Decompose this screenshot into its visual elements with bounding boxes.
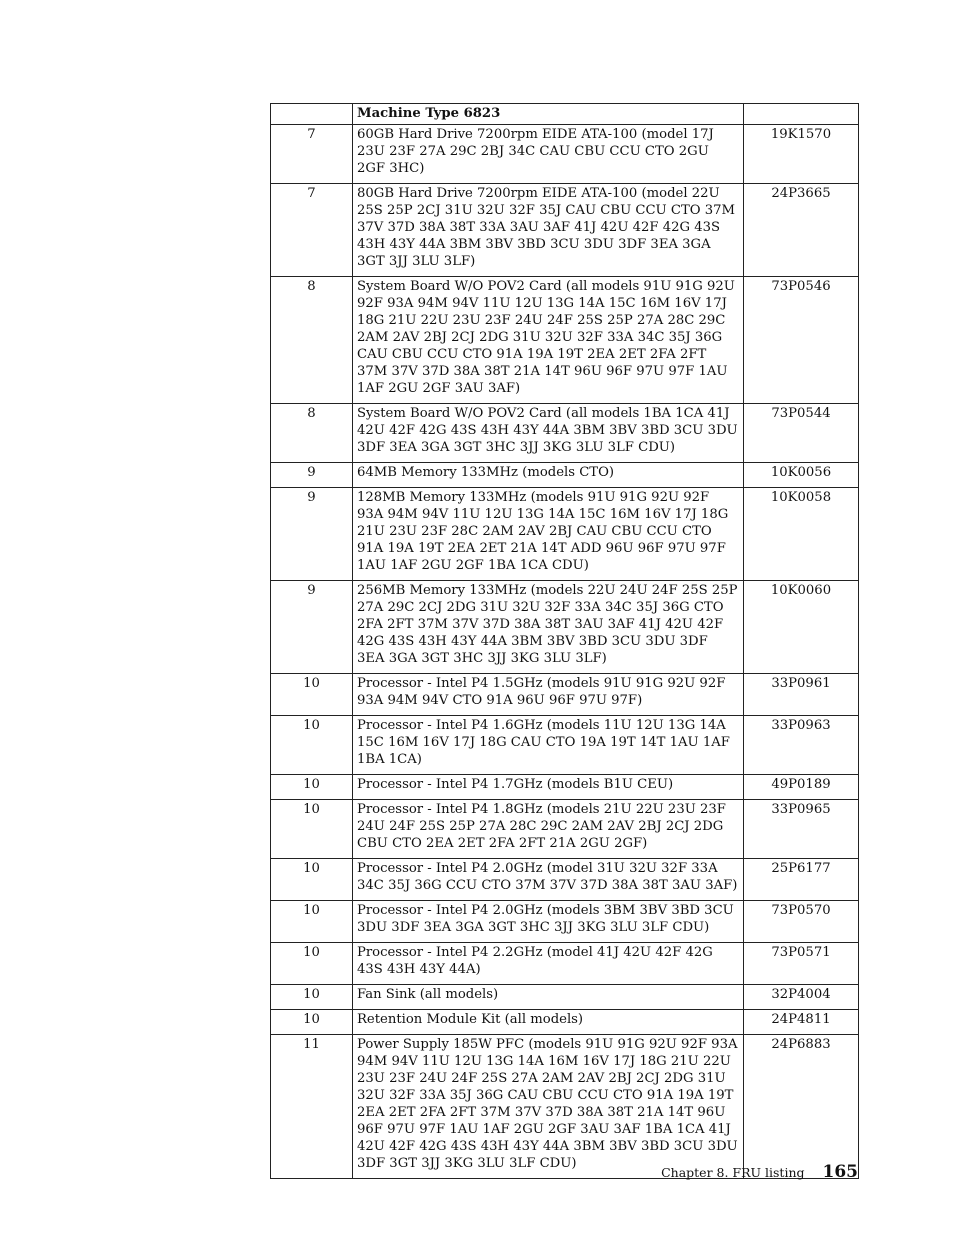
table-row bbox=[271, 1035, 859, 1179]
fru-part-number: 25P6177 bbox=[744, 859, 859, 901]
index-cell: 10 bbox=[271, 859, 353, 901]
description-cell: 256MB Memory 133MHz (models 22U 24U 24F 25S 25P 27A 29C 2CJ 2DG 31U 32U 32F 33A 34C 35J 36G CTO 2FA 2FT 37M 37V 37D 38A 38T 3AU 3AF 41J 42U 42F 42G 43S 43H 43Y 44A 3BM 3BV 3BD 3CU 3DU 3DF 3EA 3GA 3GT 3HC 3JJ 3KG 3LU 3LF) bbox=[353, 581, 744, 674]
index-cell: 8 bbox=[271, 277, 353, 404]
description-cell: 60GB Hard Drive 7200rpm EIDE ATA-100 (model 17J 23U 23F 27A 29C 2BJ 34C CAU CBU CCU CTO 2GU 2GF 3HC) bbox=[353, 125, 744, 184]
header-machine-type: Machine Type 6823 bbox=[353, 104, 744, 125]
fru-part-number: 19K1570 bbox=[744, 125, 859, 184]
fru-part-number: 10K0056 bbox=[744, 463, 859, 488]
index-cell: 10 bbox=[271, 716, 353, 775]
table-row bbox=[271, 125, 859, 184]
page-footer bbox=[600, 1162, 858, 1182]
table-row bbox=[271, 985, 859, 1010]
fru-part-number: 49P0189 bbox=[744, 775, 859, 800]
index-cell: 11 bbox=[271, 1035, 353, 1179]
index-cell: 10 bbox=[271, 674, 353, 716]
description-cell: System Board W/O POV2 Card (all models 91U 91G 92U 92F 93A 94M 94V 11U 12U 13G 14A 15C 16M 16V 17J 18G 21U 22U 23U 23F 24U 24F 25S 25P 27A 28C 29C 2AM 2AV 2BJ 2CJ 2DG 31U 32U 32F 33A 34C 35J 36G CAU CBU CCU CTO 91A 19A 19T 2EA 2ET 2FA 2FT 37M 37V 37D 38A 38T 21A 14T 96U 96F 97U 97F 1AU 1AF 2GU 2GF 3AU 3AF) bbox=[353, 277, 744, 404]
index-cell: 10 bbox=[271, 985, 353, 1010]
description-cell: 64MB Memory 133MHz (models CTO) bbox=[353, 463, 744, 488]
header-fru-cell bbox=[744, 104, 859, 125]
table-row bbox=[271, 404, 859, 463]
index-cell: 10 bbox=[271, 943, 353, 985]
fru-part-number: 24P4811 bbox=[744, 1010, 859, 1035]
page-number: 165 bbox=[822, 1162, 858, 1182]
fru-part-number: 73P0570 bbox=[744, 901, 859, 943]
description-cell: 128MB Memory 133MHz (models 91U 91G 92U 92F 93A 94M 94V 11U 12U 13G 14A 15C 16M 16V 17J 18G 21U 23U 23F 28C 2AM 2AV 2BJ CAU CBU CCU CTO 91A 19A 19T 2EA 2ET 21A 14T ADD 96U 96F 97U 97F 1AU 1AF 2GU 2GF 1BA 1CA CDU) bbox=[353, 488, 744, 581]
fru-part-number: 33P0965 bbox=[744, 800, 859, 859]
fru-table-header bbox=[271, 104, 859, 125]
table-row bbox=[271, 859, 859, 901]
index-cell: 9 bbox=[271, 581, 353, 674]
description-cell: Processor - Intel P4 2.2GHz (model 41J 42U 42F 42G 43S 43H 43Y 44A) bbox=[353, 943, 744, 985]
fru-part-number: 10K0058 bbox=[744, 488, 859, 581]
fru-table bbox=[270, 103, 859, 1179]
chapter-title: Chapter 8. FRU listing bbox=[661, 1165, 805, 1180]
index-cell: 10 bbox=[271, 901, 353, 943]
description-cell: Processor - Intel P4 1.5GHz (models 91U 91G 92U 92F 93A 94M 94V CTO 91A 96U 96F 97U 97F) bbox=[353, 674, 744, 716]
table-row bbox=[271, 716, 859, 775]
index-cell: 10 bbox=[271, 800, 353, 859]
description-cell: Processor - Intel P4 1.6GHz (models 11U 12U 13G 14A 15C 16M 16V 17J 18G CAU CTO 19A 19T 14T 1AU 1AF 1BA 1CA) bbox=[353, 716, 744, 775]
description-cell: 80GB Hard Drive 7200rpm EIDE ATA-100 (model 22U 25S 25P 2CJ 31U 32U 32F 35J CAU CBU CCU CTO 37M 37V 37D 38A 38T 33A 3AU 3AF 41J 42U 42F 42G 43S 43H 43Y 44A 3BM 3BV 3BD 3CU 3DU 3DF 3EA 3GA 3GT 3JJ 3LU 3LF) bbox=[353, 184, 744, 277]
description-cell: Power Supply 185W PFC (models 91U 91G 92U 92F 93A 94M 94V 11U 12U 13G 14A 16M 16V 17J 18G 21U 22U 23U 23F 24U 24F 25S 27A 2AM 2AV 2BJ 2CJ 2DG 31U 32U 32F 33A 35J 36G CAU CBU CCU CTO 91A 19A 19T 2EA 2ET 2FA 2FT 37M 37V 37D 38A 38T 21A 14T 96U 96F 97U 97F 1AU 1AF 2GU 2GF 3AU 3AF 1BA 1CA 41J 42U 42F 42G 43S 43H 43Y 44A 3BM 3BV 3BD 3CU 3DU 3DF 3GT 3JJ 3KG 3LU 3LF CDU) bbox=[353, 1035, 744, 1179]
index-cell: 10 bbox=[271, 1010, 353, 1035]
table-row bbox=[271, 775, 859, 800]
table-row bbox=[271, 184, 859, 277]
fru-part-number: 24P3665 bbox=[744, 184, 859, 277]
fru-part-number: 24P6883 bbox=[744, 1035, 859, 1179]
fru-part-number: 32P4004 bbox=[744, 985, 859, 1010]
table-row bbox=[271, 901, 859, 943]
description-cell: Processor - Intel P4 1.7GHz (models B1U CEU) bbox=[353, 775, 744, 800]
table-row bbox=[271, 463, 859, 488]
index-cell: 9 bbox=[271, 488, 353, 581]
description-cell: Retention Module Kit (all models) bbox=[353, 1010, 744, 1035]
table-row bbox=[271, 277, 859, 404]
fru-table-body bbox=[271, 125, 859, 1179]
table-row bbox=[271, 943, 859, 985]
description-cell: System Board W/O POV2 Card (all models 1BA 1CA 41J 42U 42F 42G 43S 43H 43Y 44A 3BM 3BV 3BD 3CU 3DU 3DF 3EA 3GA 3GT 3HC 3JJ 3KG 3LU 3LF CDU) bbox=[353, 404, 744, 463]
description-cell: Fan Sink (all models) bbox=[353, 985, 744, 1010]
index-cell: 10 bbox=[271, 775, 353, 800]
fru-part-number: 73P0546 bbox=[744, 277, 859, 404]
table-row bbox=[271, 488, 859, 581]
index-cell: 8 bbox=[271, 404, 353, 463]
fru-part-number: 33P0963 bbox=[744, 716, 859, 775]
index-cell: 7 bbox=[271, 184, 353, 277]
table-row bbox=[271, 800, 859, 859]
fru-part-number: 73P0571 bbox=[744, 943, 859, 985]
fru-part-number: 33P0961 bbox=[744, 674, 859, 716]
table-row bbox=[271, 581, 859, 674]
table-row bbox=[271, 674, 859, 716]
description-cell: Processor - Intel P4 2.0GHz (model 31U 32U 32F 33A 34C 35J 36G CCU CTO 37M 37V 37D 38A 38T 3AU 3AF) bbox=[353, 859, 744, 901]
table-row bbox=[271, 1010, 859, 1035]
index-cell: 7 bbox=[271, 125, 353, 184]
description-cell: Processor - Intel P4 2.0GHz (models 3BM 3BV 3BD 3CU 3DU 3DF 3EA 3GA 3GT 3HC 3JJ 3KG 3LU 3LF CDU) bbox=[353, 901, 744, 943]
header-row bbox=[271, 104, 859, 125]
header-index-cell bbox=[271, 104, 353, 125]
fru-part-number: 10K0060 bbox=[744, 581, 859, 674]
fru-part-number: 73P0544 bbox=[744, 404, 859, 463]
index-cell: 9 bbox=[271, 463, 353, 488]
description-cell: Processor - Intel P4 1.8GHz (models 21U 22U 23U 23F 24U 24F 25S 25P 27A 28C 29C 2AM 2AV 2BJ 2CJ 2DG CBU CTO 2EA 2ET 2FA 2FT 21A 2GU 2GF) bbox=[353, 800, 744, 859]
